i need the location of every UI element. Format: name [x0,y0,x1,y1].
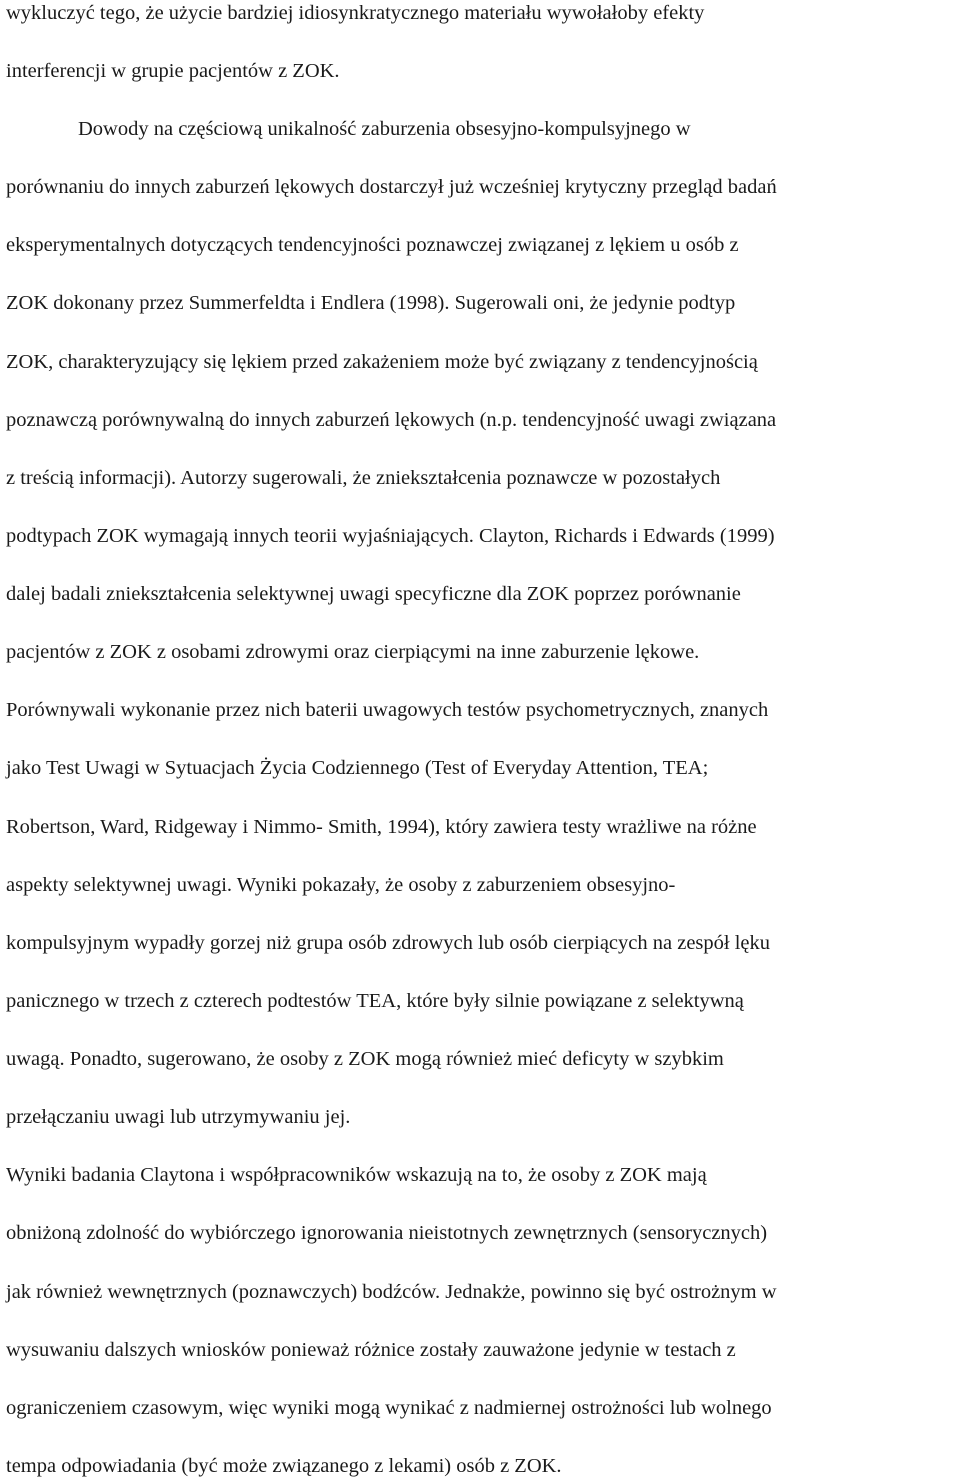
text-line: dalej badali zniekształcenia selektywnej uwagi specyficzne dla ZOK poprzez porównanie [6,583,741,605]
text-line: kompulsyjnym wypadły gorzej niż grupa osób zdrowych lub osób cierpiących na zespół lęku [6,932,771,954]
text-line: podtypach ZOK wymagają innych teorii wyjaśniających. Clayton, Richards i Edwards (1999) [6,525,775,547]
text-line: wykluczyć tego, że użycie bardziej idiosynkratycznego materiału wywołałoby efekty [6,2,705,24]
text-line: ograniczeniem czasowym, więc wyniki mogą wynikać z nadmiernej ostrożności lub wolnego [6,1397,772,1419]
text-line: tempa odpowiadania (być może związanego z lekami) osób z ZOK. [6,1455,562,1477]
text-line: jako Test Uwagi w Sytuacjach Życia Codziennego (Test of Everyday Attention, TEA; [6,757,709,779]
text-line: aspekty selektywnej uwagi. Wyniki pokazały, że osoby z zaburzeniem obsesyjno- [6,874,676,896]
text-line: panicznego w trzech z czterech podtestów TEA, które były silnie powiązane z selektywną [6,990,744,1012]
text-line: obniżoną zdolność do wybiórczego ignorowania nieistotnych zewnętrznych (sensorycznych) [6,1222,768,1244]
text-line: uwagą. Ponadto, sugerowano, że osoby z ZOK mogą również mieć deficyty w szybkim [6,1048,724,1070]
text-line: pacjentów z ZOK z osobami zdrowymi oraz cierpiącymi na inne zaburzenie lękowe. [6,641,700,663]
text-line: Wyniki badania Claytona i współpracowników wskazują na to, że osoby z ZOK mają [6,1164,707,1186]
text-line: ZOK dokonany przez Summerfeldta i Endlera (1998). Sugerowali oni, że jedynie podtyp [6,292,736,314]
text-line: Robertson, Ward, Ridgeway i Nimmo- Smith, 1994), który zawiera testy wrażliwe na różne [6,816,757,838]
text-line: poznawczą porównywalną do innych zaburzeń lękowych (n.p. tendencyjność uwagi związana [6,409,777,431]
text-line: eksperymentalnych dotyczących tendencyjności poznawczej związanej z lękiem u osób z [6,234,739,256]
text-line: wysuwaniu dalszych wniosków ponieważ różnice zostały zauważone jedynie w testach z [6,1339,736,1361]
text-line: z treścią informacji). Autorzy sugerowali, że zniekształcenia poznawcze w pozostałych [6,467,721,489]
text-line: przełączaniu uwagi lub utrzymywaniu jej. [6,1106,351,1128]
text-line: jak również wewnętrznych (poznawczych) bodźców. Jednakże, powinno się być ostrożnym w [6,1281,777,1303]
text-line: ZOK, charakteryzujący się lękiem przed zakażeniem może być związany z tendencyjnością [6,351,758,373]
text-line: porównaniu do innych zaburzeń lękowych dostarczył już wcześniej krytyczny przegląd badań [6,176,777,198]
text-line: Dowody na częściową unikalność zaburzenia obsesyjno-kompulsyjnego w [78,118,691,140]
text-line: interferencji w grupie pacjentów z ZOK. [6,60,340,82]
text-line: Porównywali wykonanie przez nich baterii uwagowych testów psychometrycznych, znanych [6,699,769,721]
